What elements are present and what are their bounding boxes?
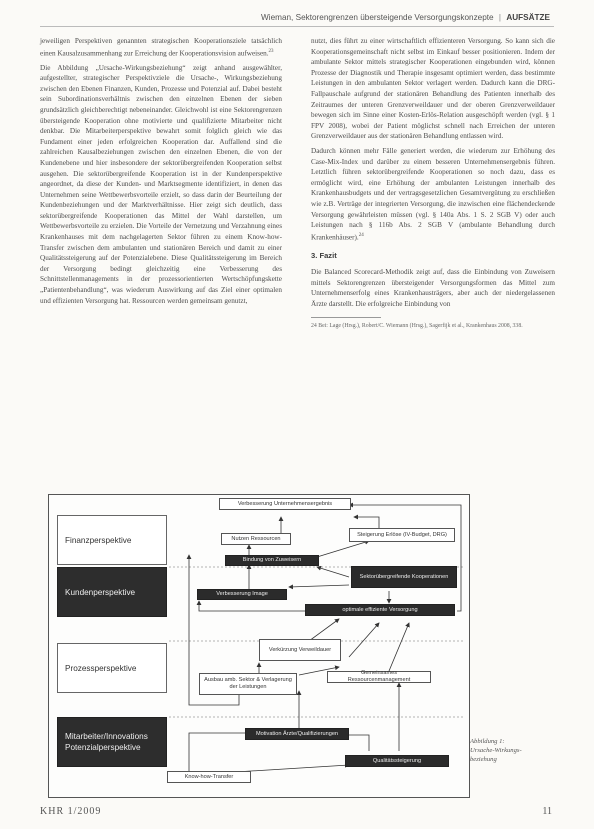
potential-perspective-line-1: Mitarbeiter/Innovations [65, 732, 148, 741]
box-sector-cooperation: Sektorübergreifende Kooperationen [351, 566, 457, 588]
arrow-transfer-to-physicians [189, 733, 249, 771]
running-head [261, 13, 550, 22]
box-bind-referrers: Bindung von Zuweisern [225, 555, 319, 566]
box-physician-qualification: Motivation Ärzte/Qualifizierungen [245, 728, 349, 740]
header-separator: | [498, 13, 502, 22]
arrow-interface-to-care [349, 623, 379, 657]
left-paragraph-2: Die Abbildung „Ursache-Wirkungsbeziehung“ zeigt anhand ausgewählter, aufgestellter, strategischer Perspektivziele die Ursache-, Wirkungsbeziehung zwischen den Ebenen Finanzen, Kunden, Prozesse und Potenzial auf. Dabei besteht sein Subordinationsverhältnis zwischen den einzelnen Ebenen der sieben grundsätzlich gleichberechtigt nebeneinander. Gleichwohl ist eine Sektorengrenzen übersteigende Kooperation ohne motivierte und qualifizierte Mitarbeiter nicht denkbar. Die Mitarbeiterperspektive bewahrt somit folglich gleich wie das Fundament einer jeden erfolgreichen Kooperation dar. Auffallend sind die zahlreichen Kausalbeziehungen zwischen den einzelnen Ebenen, die von der Kundenebene und hier insbesondere der sektorübergreifenden Kooperation selbst ausgehen. Die sektorübergreifende Kooperation ist in der Kundenperspektive angeordnet, da diese der Kunden- und Marktsegmente identifiziert, in denen das Unternehmen seine Wettbewerbsvorteile erzielt, so dass darin der Beurteilung der Kundenbeziehungen und der Marktverhältnisse. Hier zeigt sich deutlich, dass sektorübergreifende Kooperationen das Mittel der Wahl darstellen, um Wettbewerbsvorteile zu erzielen. Die Vorteile der Vernetzung und Verzahnung eines Krankenhauses mit dem nachgelagerten Sektor führen zu einem Know-how-Transfer zwischen dem ambulanten und stationären Bereich und damit zu einer Qualitätssteigerung auf der Potenzialebene. Diese Qualitätssteigerung im Bereich der Versorgung bedingt gleichzeitig eine Verbesserung des Schnittstellenmanagements in der prozessorientierten Wertschöpfungskette „Patientenbehandlung“, was wiederum Auswirkung auf das Ziel einer optimalen und effizienten Versorgung hat. Ressourcen werden gemeinsam genutzt, [40, 63, 282, 305]
box-increase-revenue: Steigerung Erlöse (IV-Budget, DRG) [349, 528, 455, 542]
footnote-24: 24 Bei: Lage (Hrsg.), Robert/C. Wiemann (Hrsg.), Sagerfijk et al., Krankenhaus 2008, 338. [311, 322, 523, 329]
box-optimal-care: optimale effiziente Versorgung [305, 604, 455, 616]
header-rule [40, 26, 554, 27]
box-improve-image: Verbesserung Image [197, 589, 287, 600]
potential-perspective [57, 717, 167, 767]
box-shortened-stay: Verkürzung Verweildauer [259, 639, 341, 661]
figure-caption [470, 738, 562, 764]
right-paragraph-2 [311, 146, 555, 243]
right-paragraph-2-text: Dadurch können mehr Fälle generiert werden, die wiederum zur Erhöhung des Case-Mix-Index und darüber zu einem besseren Unternehmensergebnis führen. Letztlich führen sektorübergreifende Kooperationen so noch dazu, dass es ermöglicht wird, eine Erhöhung der ambulanten Leistungen innerhalb des Krankenhausbudgets und der vertragsgesetzlichen Gesamtvergütung zu erschließen wie z.B. Verträge der integrierten Versorgung, die inzwischen eine flächendeckende Versorgung gewährleisten müssen (vgl. § 140a Abs. 1 S. 2 SGB V) oder auch Leistungen nach § 116b Abs. 2 SGB V (ambulante Behandlung durch Krankenhäuser). [311, 146, 555, 242]
right-paragraph-1: nutzt, dies führt zu einer wirtschaftlich effizienteren Versorgung. So kann sich die Kooperationsgemeinschaft nicht selbst im Einkauf besser positionieren. Indem der ambulante Sektor mittels strategischer Kooperationen eingebunden wird, können Prozesse der Diagnostik und Therapie insgesamt optimiert werden, dass bestimmte Leistungen in den ambulanten Sektor verlagert werden. Dadurch kann die DRG-Fallpauschale aufgrund der stationären Behandlung des Patienten innerhalb des Zeitraumes der unteren Grenzverweildauer und der oberen Grenzverweildauer bewegen sich im Sinne einer Kosten-Erlös-Relation ausgeschöpft werden (vgl. § 1 FPV 2008), wobei der Patient möglichst schnell nach Erreichen der unteren Grenzverweildauer aus der stationären Behandlung entlassen wird. [311, 37, 555, 141]
section-label: AUFSÄTZE [506, 13, 550, 22]
journal-issue: KHR 1/2009 [40, 806, 102, 817]
arrow-stay-to-care [309, 619, 339, 641]
finance-perspective: Finanzperspektive [57, 515, 167, 565]
conclusion-paragraph: Die Balanced Scorecard-Methodik zeigt auf, dass die Einbindung von Zuweisern mittels Sektorengrenzen übersteigender Versorgungsformen das Mittel zum Unternehmenserfolg eines Krankenhausträgers, aber auch der niedergelassenen Ärzte darstellt. Die erfolgreiche Einbindung von [311, 268, 555, 309]
section-heading-fazit: 3. Fazit [311, 250, 337, 260]
left-column [40, 36, 282, 310]
cause-effect-figure [48, 494, 470, 798]
footnote-rule [311, 317, 381, 318]
box-joint-procurement: Gemeinsames Ressourcenmanagement [327, 671, 431, 683]
customer-perspective: Kundenperspektive [57, 567, 167, 617]
arrow-procurement-to-care [389, 623, 409, 671]
process-perspective: Prozessperspektive [57, 643, 167, 693]
arrow-coop-to-image [289, 585, 349, 587]
box-know-how-transfer: Know-how-Transfer [167, 771, 251, 783]
footnote-ref-23: 23 [268, 48, 274, 54]
box-improve-result: Verbesserung Unternehmensergebnis [219, 498, 351, 510]
caption-line-2: Ursache-Wirkungs- [470, 746, 522, 754]
left-paragraph-1 [40, 36, 282, 59]
box-quality-increase: Qualitätssteigerung [345, 755, 449, 767]
arrow-zuweiser-to-revenue [317, 541, 369, 557]
potential-perspective-line-2: Potenzialperspektive [65, 743, 141, 752]
arrow-coop-to-zuweiser [317, 567, 349, 577]
box-outpatient-shift: Ausbau amb. Sektor & Verlagerung der Leistungen [199, 673, 297, 695]
right-column [311, 36, 555, 330]
left-paragraph-1-text: jeweiligen Perspektiven genannten strategischen Kooperationsziele tatsächlich einen Kausalzusammenhang zur Erreichung der Kooperationsvision aufweisen. [40, 37, 282, 57]
caption-line-1: Abbildung 1: [470, 738, 505, 745]
running-title: Wieman, Sektorengrenzen übersteigende Versorgungskonzepte [261, 13, 494, 22]
page-number: 11 [542, 806, 552, 817]
arrow-care-to-result [349, 505, 461, 611]
footnote-ref-24: 24 [358, 232, 364, 238]
caption-line-3: beziehung [470, 755, 497, 763]
box-use-resources: Nutzen Ressourcen [221, 533, 291, 545]
